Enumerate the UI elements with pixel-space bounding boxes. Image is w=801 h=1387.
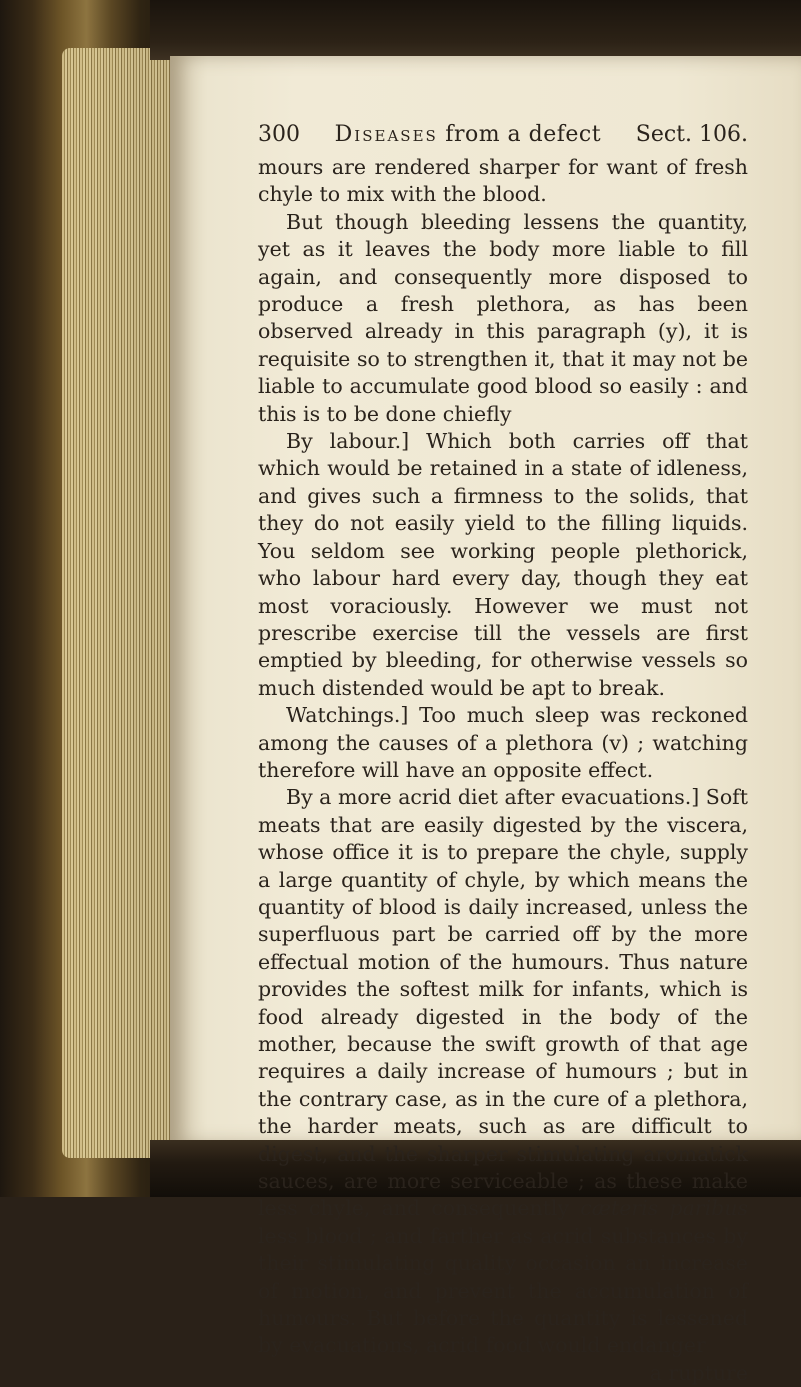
paragraph-4 (258, 784, 748, 1360)
catchword: a rupture (649, 1360, 748, 1385)
paragraph-2: By labour.] Which both carries off that which would be retained in a state of idleness, and gives such a firmness to the solids, that they do not easily yield to the filling liquids. You seldom see working people plethorick, who labour hard every day, though they eat most voraciously. However we must not prescribe exercise till the vessels are first emptied by bleeding, for otherwise vessels so much distended would be apt to break. (258, 429, 748, 700)
running-title-rest: from a defect (445, 122, 602, 147)
italic-phrase: cæteris paribus (580, 1196, 748, 1221)
running-header (258, 120, 748, 150)
paragraph-0: mours are rendered sharper for want of fresh chyle to mix with the blood. (258, 155, 748, 207)
running-title (335, 120, 601, 150)
paragraph-4-text: By a more acrid diet after evacuations.] Soft meats that are easily digested by the viscera, whose office it is to prepare the chyle, supply a large quantity of chyle, by which means the quantity of blood is daily increased, unless the superfluous part be carried off by the more effectual motion of the humours. Thus nature provides the softest milk for infants, which is food already digested in the body of the mother, because the swift growth of that age requires a daily increase of humours ; but in the contrary case, as in the cure of a plethora, the harder meats, such as are difficult to digest, and the sharper stimulating aromatick sauces, are more serviceable ; as these make less chyle, and consequently (258, 785, 748, 1221)
page-stack (62, 48, 182, 1158)
section-number: Sect. 106. (635, 122, 748, 147)
page-number: 300 (258, 122, 300, 147)
top-edge (150, 0, 801, 60)
paragraph-1: But though bleeding lessens the quantity, yet as it leaves the body more liable to fill again, and consequently more disposed to produce a fresh plethora, as has been observed already in this paragraph (y), it is requisite so to strengthen it, that it may not be liable to accumulate good blood so easily : and this is to be done chiefly (258, 209, 748, 426)
paragraph-4-cont: less blood ; and farther as acrid substances by their stimulating quality occasion an increase of motion, and prevent the accumulation of humours. But before the quantity is lessened by evacuations, acrid food would endanger (258, 1223, 748, 1358)
paragraph-3: Watchings.] Too much sleep was reckoned among the causes of a plethora (v) ; watching therefore will have an opposite effect. (258, 703, 748, 782)
running-title-caps: Diseases (334, 122, 438, 147)
